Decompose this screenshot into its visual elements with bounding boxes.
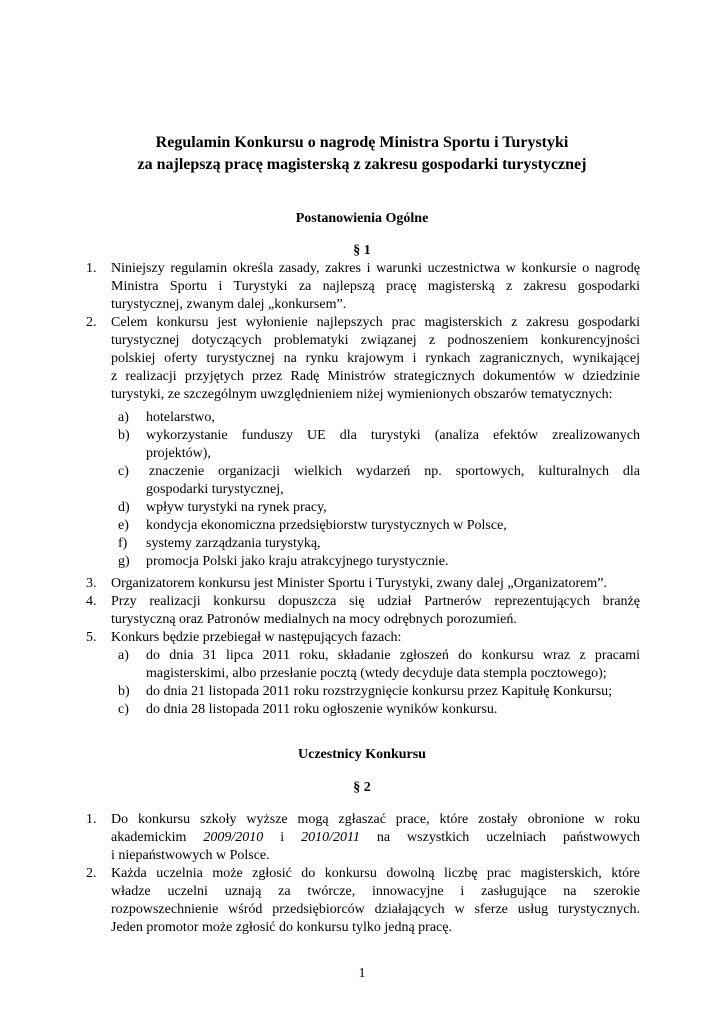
line-text: i (263, 830, 302, 845)
item-text-line: polskiej oferty turystycznej na rynku krajowym i rynkach zagranicznych, wynikającej (111, 351, 640, 366)
item-letter: b) (118, 684, 130, 699)
list-item (84, 409, 640, 427)
item-text-line: Ministra Sportu i Turystyki za najlepszą pracę magisterską z zakresu gospodarki (111, 279, 640, 294)
item-text-line: do dnia 21 listopada 2011 roku rozstrzygnięcie konkursu przez Kapitułę Konkursu; (146, 684, 613, 699)
item-text-line: Do konkursu szkoły wyższe mogą zgłaszać prace, które zostały obronione w roku (111, 812, 640, 827)
item-text-line: promocja Polski jako kraju atrakcyjnego turystycznie. (146, 554, 449, 569)
item-text-line: kondycja ekonomiczna przedsiębiorstw turystycznych w Polsce, (146, 518, 507, 533)
section-heading-participants: Uczestnicy Konkursu (298, 747, 426, 762)
item-text-line: projektów), (146, 446, 211, 461)
item-text-line: wykorzystanie funduszy UE dla turystyki (analiza efektów zrealizowanych (146, 428, 640, 443)
list-item (84, 647, 640, 683)
list-item (84, 575, 640, 593)
paragraph-mark-1: § 1 (353, 243, 371, 258)
list-item (84, 499, 640, 517)
item-letter: f) (118, 536, 128, 551)
item-letter: a) (118, 648, 129, 663)
item-letter: c) (118, 464, 129, 479)
item-text-line: systemy zarządzania turystyką, (146, 536, 321, 551)
item-text-line: turystyczną oraz Patronów medialnych na mocy odrębnych porozumień. (111, 612, 517, 627)
section-1-items (84, 260, 640, 404)
list-item (84, 427, 640, 463)
section-2-items (84, 811, 640, 937)
item-text-line: Przy realizacji konkursu dopuszcza się udział Partnerów reprezentujących branżę (111, 594, 640, 609)
item-text-line: władze uczelni uznają za twórcze, innowacyjne i zasługujące na szerokie (111, 884, 640, 899)
item-text-line: z realizacji przyjętych przez Radę Ministrów strategicznych dokumentów w dziedzinie (111, 369, 640, 384)
list-item (84, 553, 640, 571)
item-text-line: rozpowszechnienie wśród przedsiębiorców działających w sferze usług turystycznych. (111, 902, 640, 917)
document-title-line-2: za najlepszą pracę magisterską z zakresu gospodarki turystycznej (137, 156, 587, 173)
item-number: 5. (86, 630, 97, 645)
item-text-line: znaczenie organizacji wielkich wydarzeń np. sportowych, kulturalnych dla (149, 464, 640, 479)
academic-year-2: 2010/2011 (301, 830, 360, 845)
item-number: 1. (86, 812, 97, 827)
item-letter: g) (118, 554, 130, 569)
list-item (84, 260, 640, 314)
item-letter: a) (118, 410, 129, 425)
page-number: 1 (358, 966, 366, 981)
item-text-line: Niniejszy regulamin określa zasady, zakres i warunki uczestnictwa w konkursie o nagrodę (111, 261, 640, 276)
item-text-line: Konkurs będzie przebiegał w następujących fazach: (111, 630, 402, 645)
item-text-line: gospodarki turystycznej, (146, 482, 284, 497)
item-letter: b) (118, 428, 130, 443)
list-item (84, 683, 640, 701)
list-item (84, 701, 640, 719)
item-letter: e) (118, 518, 129, 533)
academic-year-1: 2009/2010 (203, 830, 264, 845)
item-text-line: magisterskimi, albo przesłanie pocztą (wtedy decyduje data stempla pocztowego); (146, 666, 607, 681)
item-text-line: do dnia 31 lipca 2011 roku, składanie zgłoszeń do konkursu wraz z pracami (146, 648, 640, 663)
line-text: na wszystkich uczelniach państwowych (359, 830, 640, 845)
paragraph-mark-2: § 2 (353, 780, 371, 795)
list-item (84, 517, 640, 535)
item-number: 3. (86, 576, 97, 591)
item-text-line: do dnia 28 listopada 2011 roku ogłoszenie wyników konkursu. (146, 702, 498, 717)
item-text-line: turystycznej dotyczących problematyki związanej z podnoszeniem konkurencyjności (111, 333, 640, 348)
item-text-line: turystycznej, zwanym dalej „konkursem”. (111, 297, 347, 312)
list-item (84, 865, 640, 937)
item-text-line: turystyki, ze szczególnym uwzględnieniem niżej wymienionych obszarów tematycznych: (111, 387, 613, 402)
item-number: 2. (86, 315, 97, 330)
item-text-line: Celem konkursu jest wyłonienie najlepszych prac magisterskich z zakresu gospodarki (111, 315, 640, 330)
line-text: akademickim (111, 830, 204, 845)
list-item (84, 463, 640, 499)
item-letter: c) (118, 702, 129, 717)
topics-list (84, 409, 640, 571)
item-text-line: hotelarstwo, (146, 410, 215, 425)
item-text-line (111, 829, 640, 847)
item-number: 4. (86, 594, 97, 609)
item-letter: d) (118, 500, 130, 515)
list-item (84, 535, 640, 553)
document-title-line-1: Regulamin Konkursu o nagrodę Ministra Sportu i Turystyki (155, 134, 569, 151)
list-item (84, 593, 640, 629)
item-text-line: i niepaństwowych w Polsce. (111, 848, 270, 863)
list-item (84, 629, 640, 647)
item-text-line: wpływ turystyki na rynek pracy, (146, 500, 327, 515)
item-number: 1. (86, 261, 97, 276)
section-1-items-continued (84, 575, 640, 719)
section-heading-general: Postanowienia Ogólne (295, 211, 429, 226)
item-number: 2. (86, 866, 97, 881)
list-item (84, 314, 640, 404)
list-item (84, 811, 640, 865)
item-text-line: Organizatorem konkursu jest Minister Sportu i Turystyki, zwany dalej „Organizatorem”. (111, 576, 608, 591)
item-text-line: Każda uczelnia może zgłosić do konkursu dowolną liczbę prac magisterskich, które (111, 866, 640, 881)
item-text-line: Jeden promotor może zgłosić do konkursu tylko jedną pracę. (111, 920, 452, 935)
